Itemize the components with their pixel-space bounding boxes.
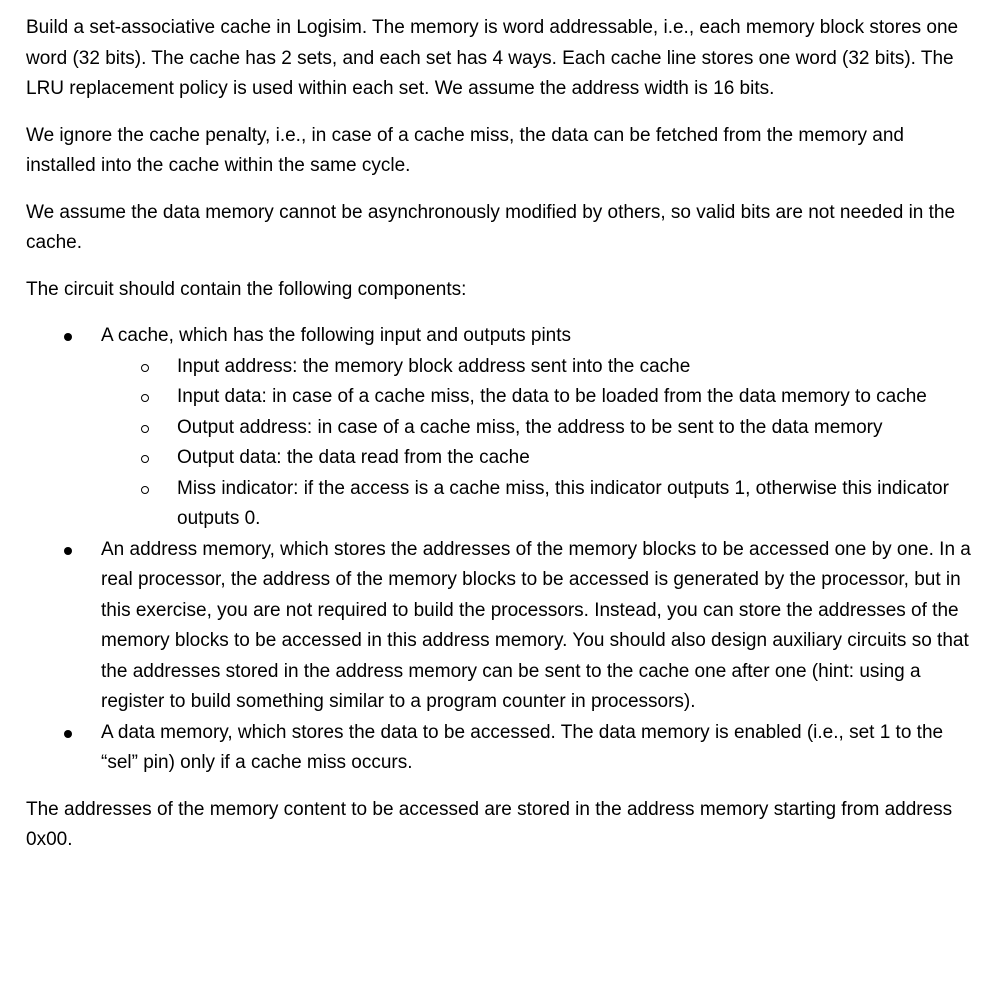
circle-bullet-icon [141,394,149,402]
sublist-item-text: Input address: the memory block address sent into the cache [177,355,691,377]
circle-bullet-icon [141,455,149,463]
document-body [26,13,976,872]
sublist-item-text: Output address: in case of a cache miss, the address to be sent to the data memory [177,416,883,438]
sublist-item [101,474,976,535]
sublist-item [101,352,976,383]
circle-bullet-icon [141,486,149,494]
sublist-item [101,382,976,413]
list-item-text: An address memory, which stores the addresses of the memory blocks to be accessed one by one. In a real processor, the address of the memory blocks to be accessed is generated by the processor, but in this exercise, you are not required to build the processors. Instead, you can store the addresses of the memory blocks to be accessed in this address memory. You should also design auxiliary circuits so that the addresses stored in the address memory can be sent to the cache one after one (hint: using a register to build something similar to a program counter in processors). [101,538,971,712]
cache-penalty-paragraph: We ignore the cache penalty, i.e., in case of a cache miss, the data can be fetched from the memory and installed into the cache within the same cycle. [26,124,904,176]
sublist-item [101,443,976,474]
circle-bullet-icon [141,364,149,372]
list-item-address-memory [26,535,976,718]
sublist-item [101,413,976,444]
valid-bits-paragraph: We assume the data memory cannot be asynchronously modified by others, so valid bits are not needed in the cache. [26,201,956,253]
intro-paragraph: Build a set-associative cache in Logisim. The memory is word addressable, i.e., each memory block stores one word (32 bits). The cache has 2 sets, and each set has 4 ways. Each cache line stores one word (32 bits). The LRU replacement policy is used within each set. We assume the address width is 16 bits. [26,17,959,99]
list-item-text: A data memory, which stores the data to be accessed. The data memory is enabled (i.e., set 1 to the “sel” pin) only if a cache miss occurs. [101,721,944,773]
sublist-item-text: Output data: the data read from the cache [177,447,530,468]
components-heading: The circuit should contain the following components: [26,278,467,300]
bullet-icon [64,547,72,555]
bullet-icon [64,333,72,341]
components-list [26,321,976,779]
circle-bullet-icon [141,425,149,433]
sublist-item-text: Miss indicator: if the access is a cache miss, this indicator outputs 1, otherwise this indicator outputs 0. [177,477,949,529]
list-item-text: A cache, which has the following input and outputs pints [101,325,572,346]
bullet-icon [64,730,72,738]
list-item-data-memory [26,718,976,779]
sublist-item-text: Input data: in case of a cache miss, the data to be loaded from the data memory to cache [177,386,927,407]
list-item-cache [26,321,976,535]
cache-pins-list [101,352,976,535]
address-start-paragraph: The addresses of the memory content to be accessed are stored in the address memory starting from address 0x00. [26,798,953,850]
